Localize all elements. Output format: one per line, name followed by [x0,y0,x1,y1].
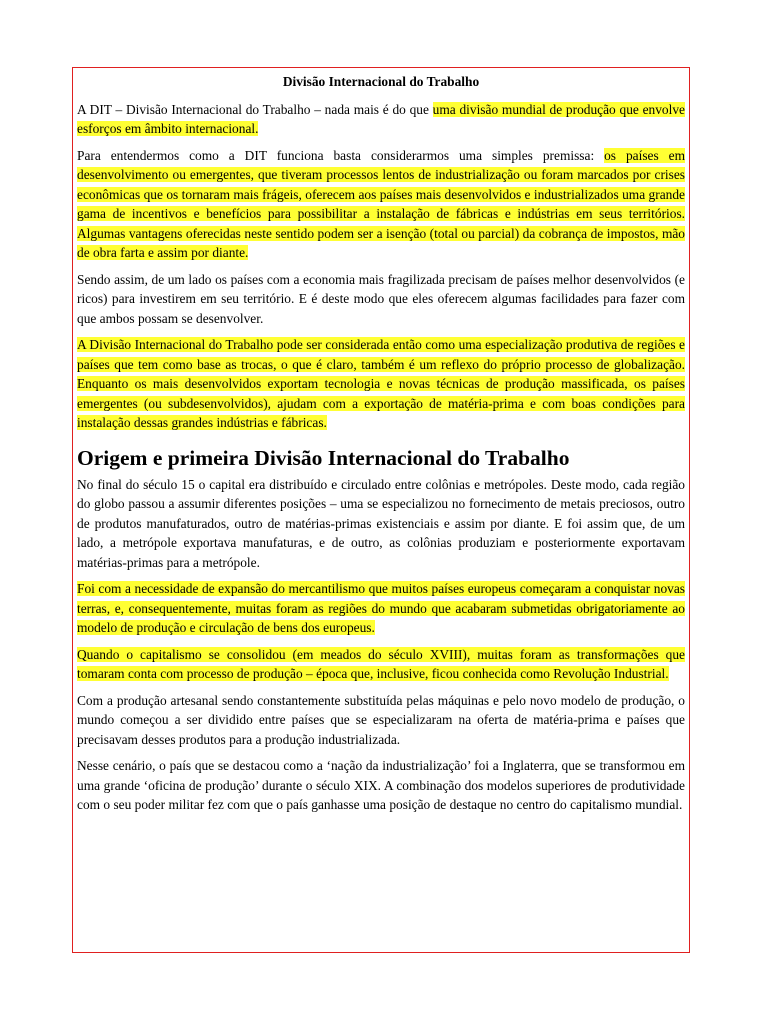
highlighted-text: uma divisão mundial de produção que envolve esforços em âmbito internacional. [77,101,685,136]
paragraph-text: No final do século 15 o capital era distribuído e circulado entre colônias e metrópoles. Deste modo, cada região do globo passou a assumir diferentes posições – uma se especializou no fornecimento de metais preciosos, outro de produtos manufaturados, outro de matérias-primas existenciais e assim por diante. E foi assim que, de um lado, a metrópole exportava manufaturas, e de outro, as colônias produziam e posteriormente exportavam matérias-primas para a metrópole. [77,476,685,570]
highlighted-text: Foi com a necessidade de expansão do mercantilismo que muitos países europeus começaram a conquistar novas terras, e, consequentemente, muitas foram as regiões do mundo que acabaram submetidas obrigatoriamente ao modelo de produção e circulação de bens dos europeus. [77,581,685,635]
paragraph-specialization [77,335,685,433]
paragraph-mercantilism [77,579,685,638]
highlighted-text: A Divisão Internacional do Trabalho pode ser considerada então como uma especialização produtiva de regiões e países que tem como base as trocas, o que é claro, também é um reflexo do próprio processo de globalização. Enquanto os mais desenvolvidos exportam tecnologia e novas técnicas de produção massificada, os países emergentes (ou subdesenvolvidos), ajudam com a exportação de matéria-prima e com boas condições para instalação dessas grandes indústrias e fábricas. [77,337,685,430]
highlighted-text: Quando o capitalismo se consolidou (em meados do século XVIII), muitas foram as transformações que tomaram conta com processo de produção – época que, inclusive, ficou conhecida como Revolução Industrial. [77,646,685,681]
highlighted-text: os países em desenvolvimento ou emergentes, que tiveram processos lentos de industrialização ou foram marcados por crises econômicas que os tornaram mais frágeis, oferecem aos países mais desenvolvidos e industrializados uma grande gama de incentivos e benefícios para possibilitar a instalação de fábricas e indústrias em seus territórios. Algumas vantagens oferecidas neste sentido podem ser a isenção (total ou parcial) da cobrança de impostos, mão de obra farta e assim por diante. [77,147,685,260]
section-heading: Origem e primeira Divisão Internacional do Trabalho [77,445,570,470]
paragraph-dit-premise [77,146,685,263]
document-page [72,67,690,953]
paragraph-text: Com a produção artesanal sendo constantemente substituída pelas máquinas e pelo novo modelo de produção, o mundo começou a ser dividido entre países que se especializaram na oferta de matéria-prima e países que precisavam desses produtos para a produção industrializada. [77,692,685,747]
paragraph-economy-development [77,270,685,329]
document-title: Divisão Internacional do Trabalho [282,74,480,89]
paragraph-text: Para entendermos como a DIT funciona basta considerarmos uma simples premissa: [77,147,605,163]
paragraph-15th-century [77,475,685,573]
paragraph-capitalism [77,645,685,684]
paragraph-dit-definition [77,100,685,139]
paragraph-text: Sendo assim, de um lado os países com a economia mais fragilizada precisam de países melhor desenvolvidos (e ricos) para investirem em seu território. E é deste modo que eles oferecem algumas facilidades para fazer com que ambos possam se desenvolver. [77,271,685,326]
paragraph-text: A DIT – Divisão Internacional do Trabalho – nada mais é do que [77,101,433,117]
paragraph-artisanal-production [77,691,685,750]
paragraph-text: Nesse cenário, o país que se destacou como a ‘nação da industrialização’ foi a Inglaterra, que se transformou em uma grande ‘oficina de produção’ durante o século XIX. A combinação dos modelos superiores de produtividade com o seu poder militar fez com que o país ganhasse uma posição de destaque no centro do capitalismo mundial. [77,758,685,812]
paragraph-england [77,756,685,815]
